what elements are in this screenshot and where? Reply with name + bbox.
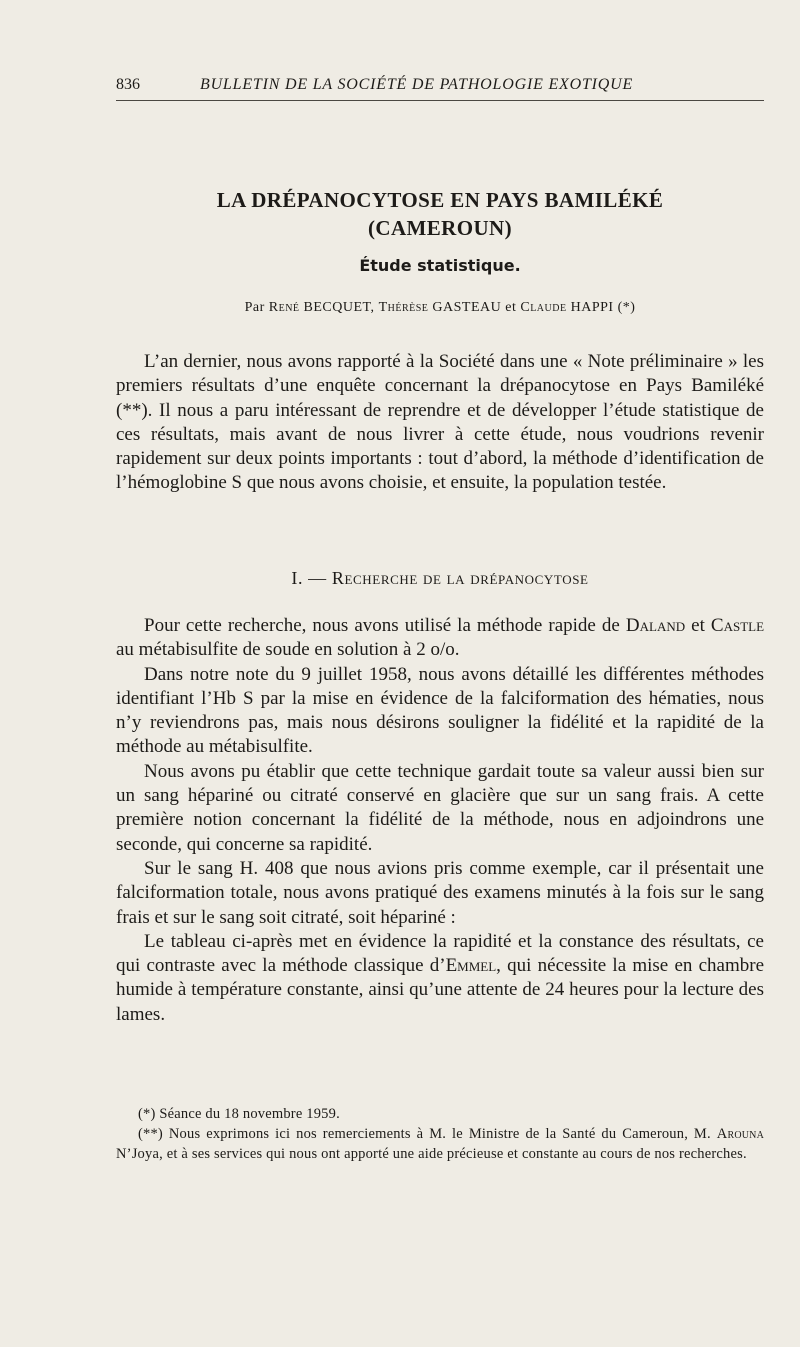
author-emmel: Emmel	[445, 955, 497, 977]
author-1-first-name: René	[268, 300, 300, 315]
section-1-paragraph-3: Nous avons pu établir que cette technique gardait toute sa valeur aussi bien sur un sang hépariné ou citraté conservé en glacière que sur un sang frais. A cette première notion concernant la fidélité de la méthode, nous en adjoindrons une seconde, qui concerne sa rapidité.	[116, 760, 764, 855]
author-castle: Castle	[710, 615, 765, 636]
footnote-1	[116, 1104, 764, 1124]
p1-text-b: au métabisulfite de soude en solution à 2 o/o.	[116, 639, 460, 661]
section-heading-1	[116, 568, 764, 589]
p5-text-b: , qui nécessite la mise en chambre humide à température constante, ainsi qu’une attente de 24 heures pour la lecture des lames.	[116, 955, 765, 1025]
section-1-paragraph-2: Dans notre note du 9 juillet 1958, nous avons détaillé les différentes méthodes identifiant l’Hb S par la mise en évidence de la falciformation des hématies, nous n’y reviendrons pas, mais nous désirons souligner la fidélité et la rapidité de la méthode au métabisulfite.	[116, 663, 764, 758]
footnote-2-text-a: Nous exprimons ici nos remerciements à M. le Ministre de la Santé du Cameroun, M.	[168, 1126, 711, 1142]
byline-et: et	[505, 300, 517, 315]
footnote-1-marker: (*)	[138, 1106, 156, 1122]
intro-paragraph: L’an dernier, nous avons rapporté à la Société dans une « Note préliminaire » les premiers résultats d’une enquête concernant la drépanocytose en Pays Bamiléké (**). Il nous a paru intéressant de reprendre et de développer l’étude statistique de ces résultats, mais avant de nous livrer à cette étude, nous voudrions revenir rapidement sur deux points importants : tout d’abord, la méthode d’identification de l’hémoglobine S que nous avons choisie, et ensuite, la population testée.	[116, 351, 764, 494]
footnote-2-marker: (**)	[138, 1126, 163, 1142]
author-3-last-name: HAPPI	[570, 300, 614, 315]
footnote-2-arouna: Arouna	[716, 1126, 765, 1142]
footnotes	[116, 1104, 764, 1164]
footnote-2-text-b: N’Joya, et à ses services qui nous ont apporté une aide précieuse et constante au cours de nos recherches.	[116, 1146, 747, 1162]
running-head: BULLETIN DE LA SOCIÉTÉ DE PATHOLOGIE EXOTIQUE	[200, 76, 634, 93]
section-1-body	[116, 614, 764, 1027]
page-number: 836	[116, 76, 140, 93]
author-footnote-marker: (*)	[617, 300, 636, 315]
footnote-2	[116, 1124, 764, 1164]
author-2-first-name: Thérèse	[378, 300, 429, 315]
author-1-last-name: BECQUET,	[303, 300, 375, 315]
page-header	[116, 74, 764, 101]
byline-par: Par	[244, 300, 265, 315]
p5-text-a: Le tableau ci-après met en évidence la rapidité et la constance des résultats, ce qui contraste avec la méthode classique d’	[116, 930, 764, 977]
section-1-paragraph-5	[116, 930, 764, 1027]
article-subtitle: Étude statistique.	[359, 256, 521, 275]
section-1-paragraph-1	[116, 614, 764, 663]
article-title-line-1: LA DRÉPANOCYTOSE EN PAYS BAMILÉKÉ	[216, 188, 664, 212]
section-1-heading-text: I. — Recherche de la drépanocytose	[291, 568, 589, 588]
p1-text-a: Pour cette recherche, nous avons utilisé la méthode rapide de	[144, 615, 620, 636]
author-byline	[116, 300, 764, 316]
intro-section	[116, 350, 764, 496]
article-title-line-2: (CAMEROUN)	[368, 216, 512, 240]
footnote-1-text: Séance du 18 novembre 1959.	[159, 1106, 340, 1122]
author-2-last-name: GASTEAU	[432, 300, 502, 315]
section-1-paragraph-4: Sur le sang H. 408 que nous avions pris comme exemple, car il présentait une falciformation totale, nous avons pratiqué des examens minutés à la fois sur le sang frais et sur le sang soit citraté, soit hépariné :	[116, 857, 764, 928]
author-3-first-name: Claude	[520, 300, 567, 315]
p1-et: et	[691, 615, 705, 636]
author-daland: Daland	[625, 615, 686, 636]
